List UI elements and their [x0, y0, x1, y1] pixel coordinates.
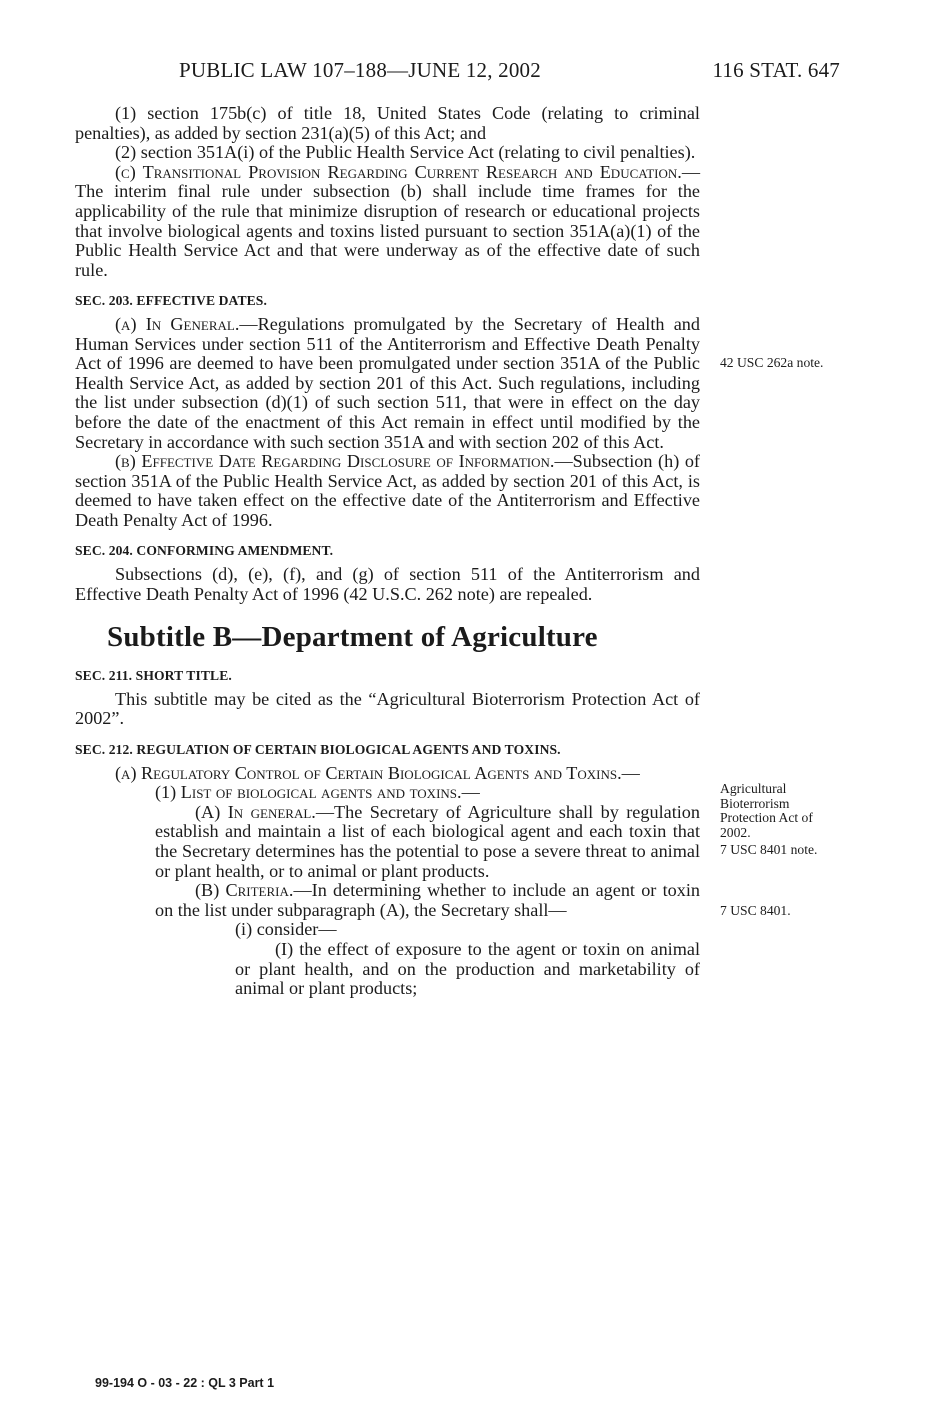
paragraph-text: —The interim final rule under subsection (b) shall include time frames for the applicability of the rule that minimize disruption of research or educational projects that involve biological agents and toxins listed pursuant to section 351A(a)(1) of the Public Health Service Act and that were underway as of the effective date of such rule. — [75, 161, 700, 280]
subtitle-heading: Subtitle B—Department of Agriculture — [107, 621, 598, 654]
sec212-i: (i) consider— — [235, 919, 337, 940]
sec212-I: (I) the effect of exposure to the agent or toxin on animal or plant health, and on the production and marketability of animal or plant products; — [235, 938, 700, 999]
margin-note-7-usc-8401-note: 7 USC 8401 note. — [720, 842, 818, 857]
sec212-A — [75, 803, 700, 881]
paragraph-text: — — [461, 782, 480, 803]
paragraph-heading: (c) Transitional Provision Regarding Current Research and Education. — [115, 161, 682, 182]
paragraph-heading: (A) In general. — [195, 801, 316, 822]
paragraph-heading: (a) In General. — [115, 313, 240, 334]
page-header-stat: 116 STAT. 647 — [712, 58, 840, 82]
sec203-b — [75, 452, 700, 530]
main-text-column — [75, 104, 700, 999]
paragraph-transitional-provision — [75, 163, 700, 281]
sec212-a1 — [75, 783, 700, 803]
footer-print-code: 99-194 O - 03 - 22 : QL 3 Part 1 — [95, 1376, 275, 1390]
paragraph-2: (2) section 351A(i) of the Public Health Service Act (relating to civil penalties). — [115, 142, 696, 163]
paragraph-text: —Subsection (h) of section 351A of the Public Health Service Act, as added by section 201 of this Act, is deemed to have taken effect on the effective date of the Antiterrorism and Effective Death Penalty Act of 1996. — [75, 451, 700, 530]
paragraph-heading: (b) Effective Date Regarding Disclosure of Information. — [115, 451, 555, 472]
margin-note-7-usc-8401: 7 USC 8401. — [720, 903, 791, 918]
sec204-text: Subsections (d), (e), (f), and (g) of section 511 of the Antiterrorism and Effective Death Penalty Act of 1996 (42 U.S.C. 262 note) are repealed. — [75, 564, 700, 604]
sec211-text: This subtitle may be cited as the “Agricultural Bioterrorism Protection Act of 2002”. — [75, 688, 700, 729]
paragraph-1: (1) section 175b(c) of title 18, United States Code (relating to criminal penalties), as added by section 231(a)(5) of this Act; and — [75, 103, 700, 143]
section-211-heading: SEC. 211. SHORT TITLE. — [75, 668, 232, 684]
paragraph-text: —The Secretary of Agriculture shall by regulation establish and maintain a list of each biological agent and each toxin that the Secretary determines has the potential to pose a severe threat to animal or plant health, or to animal or plant products. — [155, 801, 700, 881]
paragraph-heading: (a) Regulatory Control of Certain Biological Agents and Toxins. — [115, 762, 622, 783]
paragraph-text: —Regulations promulgated by the Secretary of Health and Human Services under section 511 of the Antiterrorism and Effective Death Penalty Act of 1996 are deemed to have been promulgated under section 351A of the Public Health Service Act, as added by section 201 of this Act. Such regulations, including the list under subsection (d)(1) of such section 511, that were in effect on the day before the date of the enactment of this Act remain in effect until modified by the Secretary in accordance with such section 351A and with section 202 of this Act. — [75, 313, 700, 452]
margin-note-short-title: Agricultural Bioterrorism Protection Act of 2002. — [720, 781, 813, 840]
sec212-B — [75, 881, 700, 920]
paragraph-heading: (1) List of biological agents and toxins. — [155, 782, 462, 803]
paragraph-heading: (B) Criteria. — [195, 880, 294, 901]
page-header-title: PUBLIC LAW 107–188—JUNE 12, 2002 — [179, 58, 541, 82]
section-212-heading: SEC. 212. REGULATION OF CERTAIN BIOLOGICAL AGENTS AND TOXINS. — [75, 742, 561, 758]
section-204-heading: SEC. 204. CONFORMING AMENDMENT. — [75, 543, 334, 559]
section-203-heading: SEC. 203. EFFECTIVE DATES. — [75, 293, 267, 309]
sec203-a — [75, 315, 700, 452]
paragraph-text: —In determining whether to include an agent or toxin on the list under subparagraph (A), the Secretary shall— — [155, 880, 700, 920]
paragraph-text: — — [621, 762, 640, 783]
sec212-a — [75, 764, 700, 784]
margin-note-42-usc-262a: 42 USC 262a note. — [720, 355, 824, 370]
